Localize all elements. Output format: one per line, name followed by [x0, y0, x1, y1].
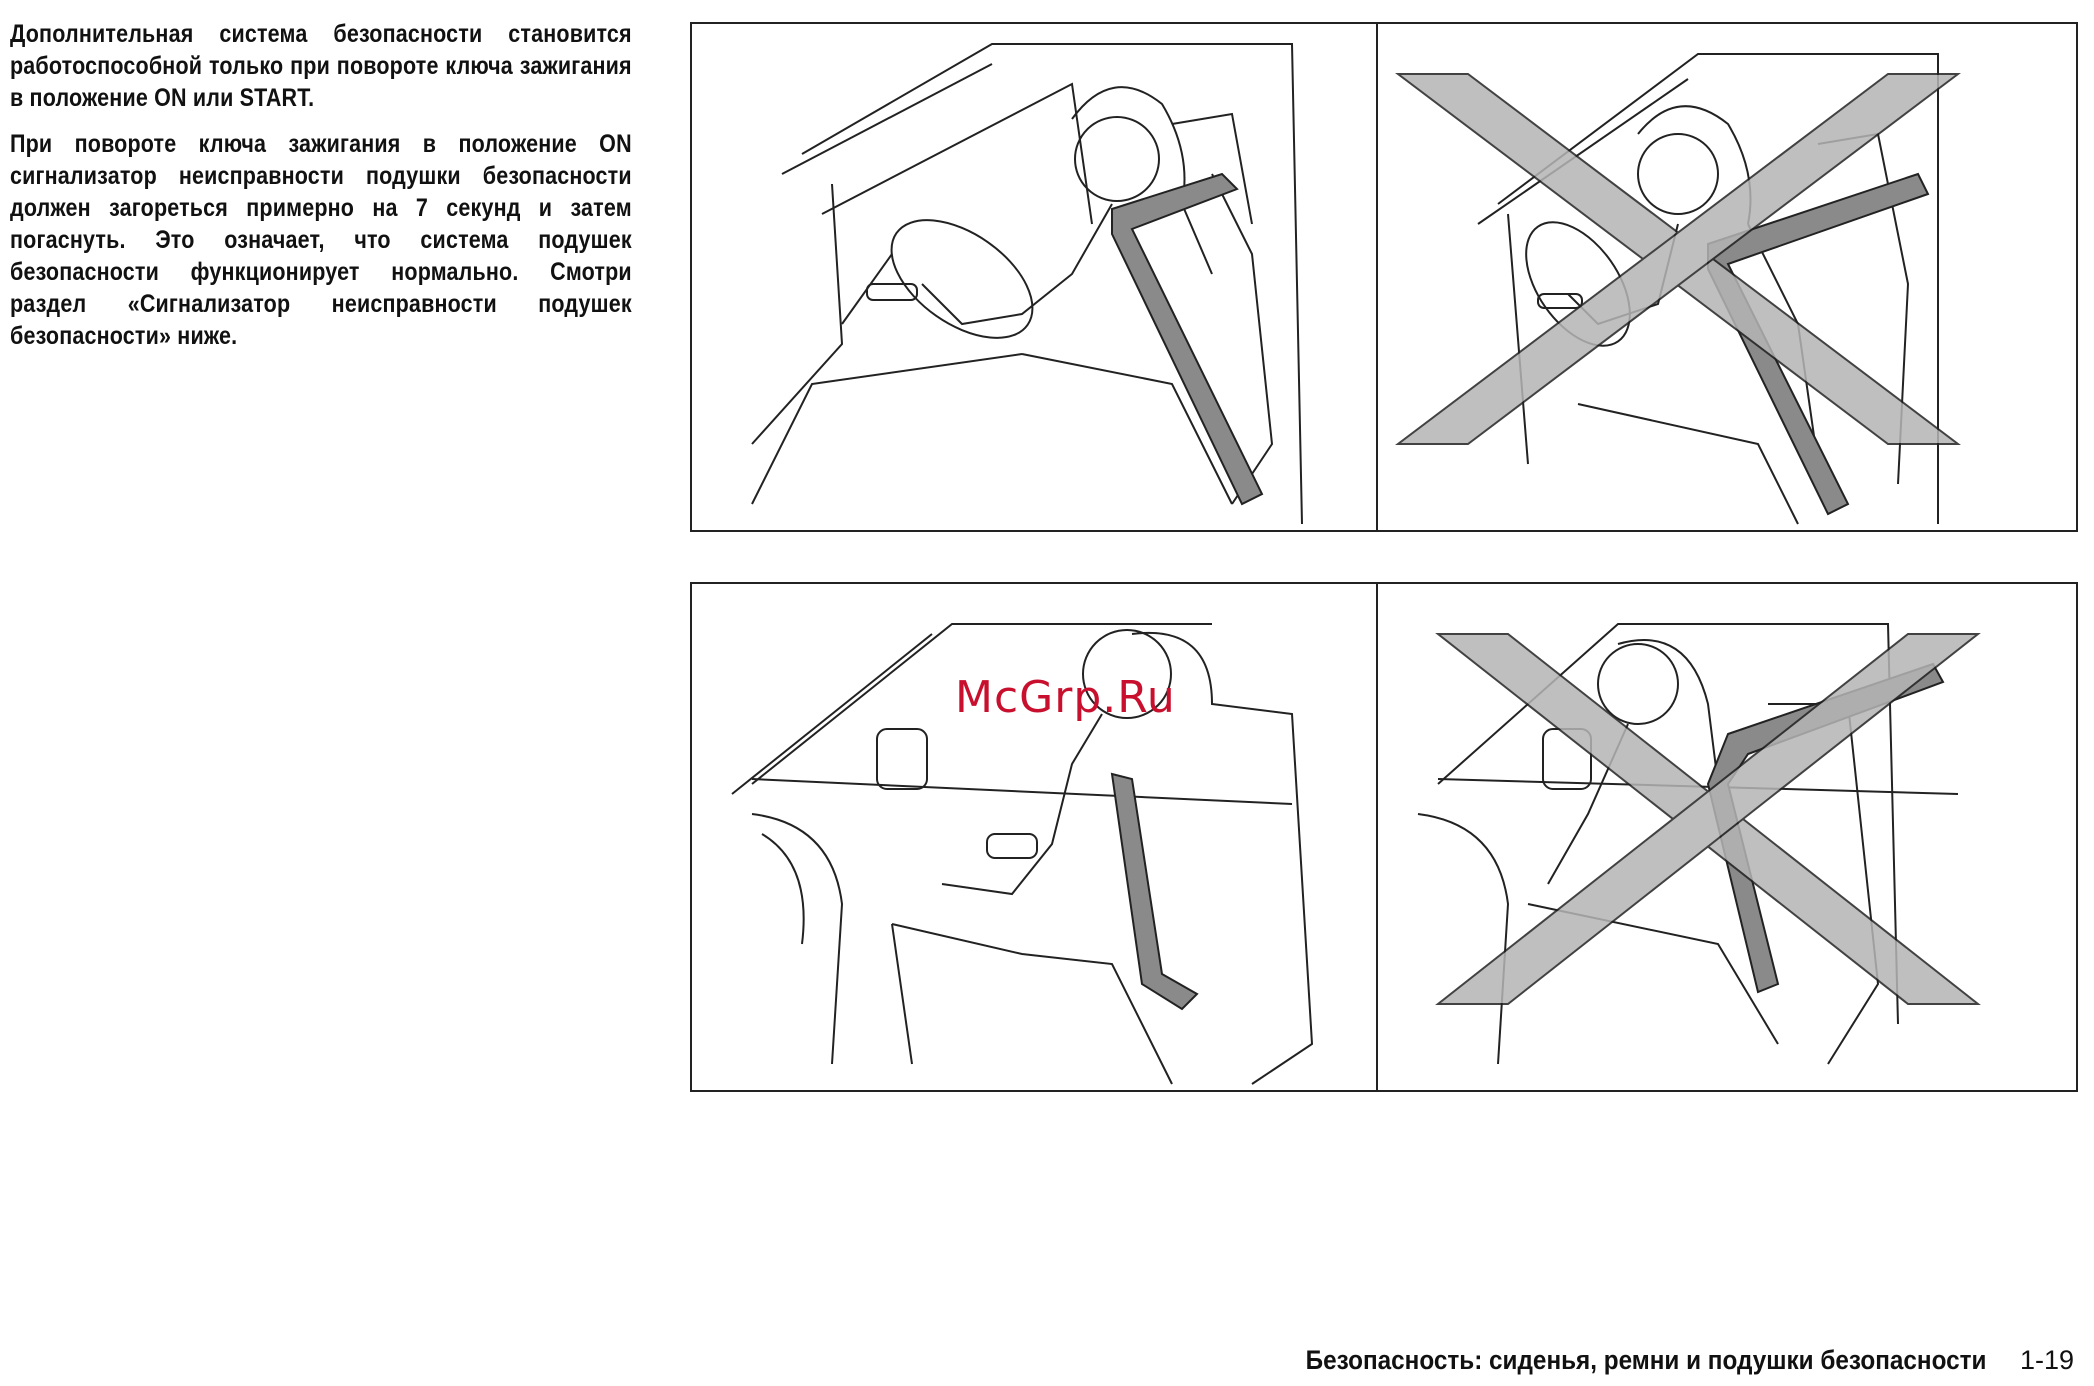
paragraph-srs-activation: Дополнительная система безопасности становится работоспособной только при повороте ключа зажигания в положение ON или START.	[10, 20, 632, 112]
paragraph-warning-light: При повороте ключа зажигания в положение ON сигнализатор неисправности подушки безопасности должен загореться примерно на 7 секунд и затем погаснуть. Это означает, что система подушек безопасности функционирует нормально. Смотри раздел «Сигнализатор неисправности подушек безопасности» ниже.	[10, 130, 632, 350]
illustration-passenger-incorrect	[1378, 584, 2076, 1090]
figure-driver-seating	[690, 22, 2078, 532]
page-footer	[1230, 1345, 2074, 1376]
body-text	[10, 18, 632, 366]
cross-mark	[1438, 634, 1978, 1004]
footer-section-title: Безопасность: сиденья, ремни и подушки безопасности	[1305, 1345, 1987, 1375]
figure-passenger-seating	[690, 582, 2078, 1092]
watermark: McGrp.Ru	[955, 672, 1176, 723]
illustration-passenger-correct	[692, 584, 1376, 1090]
illustration-driver-correct	[692, 24, 1376, 530]
cross-mark	[1398, 74, 1958, 444]
page-number: 1-19	[2019, 1345, 2074, 1375]
seat-belt	[1112, 174, 1262, 504]
seat-belt	[1112, 774, 1197, 1009]
illustration-driver-incorrect	[1378, 24, 2076, 530]
